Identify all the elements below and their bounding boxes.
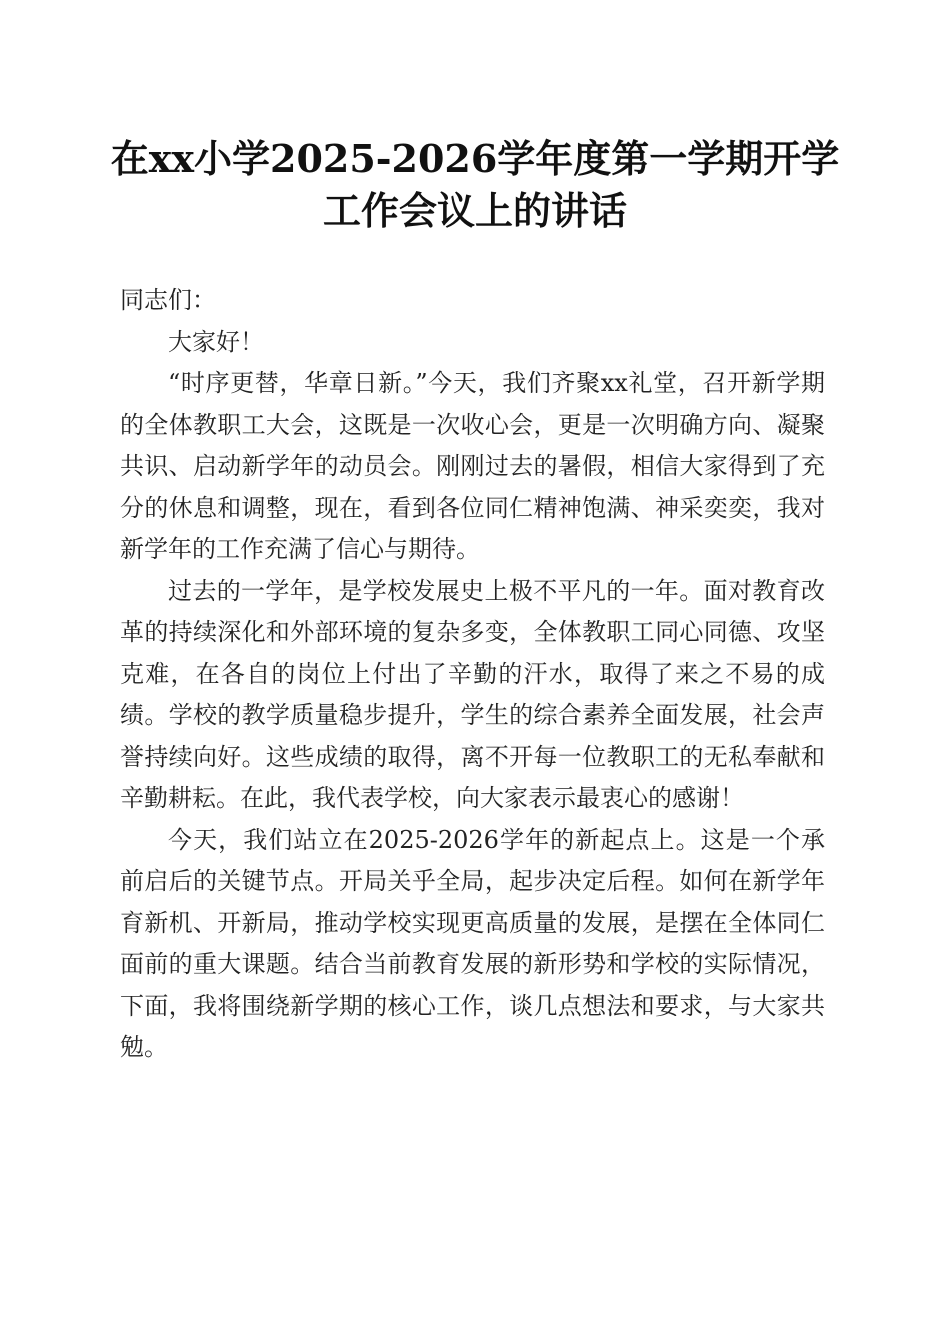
salutation: 同志们： xyxy=(120,286,216,314)
paragraph-outlook: 今天，我们站立在2025-2026学年的新起点上。这是一个承前启后的关键节点。开局关乎全局，起步决定后程。如何在新学年育新机、开新局，推动学校实现更高质量的发展，是摆在全体同仁面前的重大课题。结合当前教育发展的新形势和学校的实际情况，下面，我将围绕新学期的核心工作，谈几点想法和要求，与大家共勉。 xyxy=(120,825,825,1061)
document-body xyxy=(120,280,825,1069)
paragraph-review: 过去的一学年，是学校发展史上极不平凡的一年。面对教育改革的持续深化和外部环境的复杂多变，全体教职工同心同德、攻坚克难，在各自的岗位上付出了辛勤的汗水，取得了来之不易的成绩。学校的教学质量稳步提升，学生的综合素养全面发展，社会声誉持续向好。这些成绩的取得，离不开每一位教职工的无私奉献和辛勤耕耘。在此，我代表学校，向大家表示最衷心的感谢！ xyxy=(120,576,825,812)
paragraph-greeting: 大家好！ xyxy=(168,327,264,356)
document-title: 在xx小学2025-2026学年度第一学期开学工作会议上的讲话 xyxy=(110,136,840,233)
paragraph-opening: “时序更替，华章日新。”今天，我们齐聚xx礼堂，召开新学期的全体教职工大会，这既是一次收心会，更是一次明确方向、凝聚共识、启动新学年的动员会。刚刚过去的暑假，相信大家得到了充分的休息和调整，现在，看到各位同仁精神饱满、神采奕奕，我对新学年的工作充满了信心与期待。 xyxy=(120,369,825,563)
